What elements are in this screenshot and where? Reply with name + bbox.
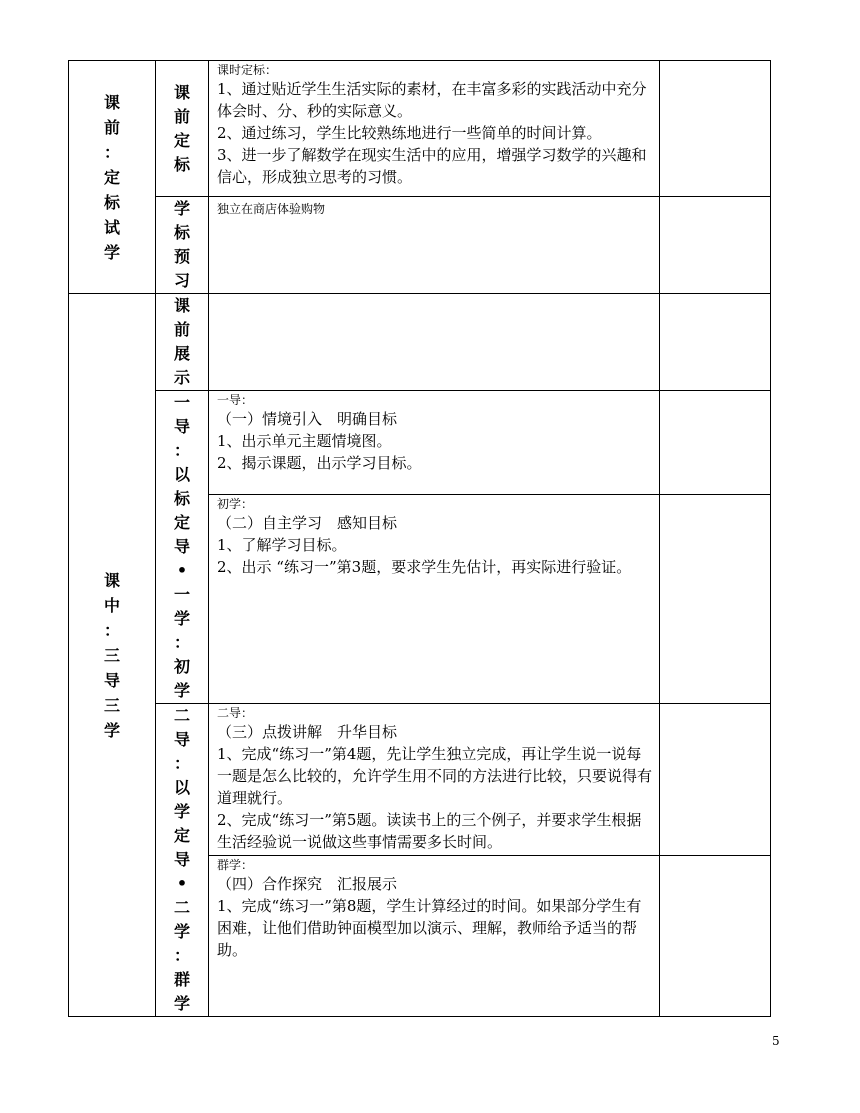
cell-heading: 一导： [217,393,254,407]
content-cell-first-study [209,494,660,703]
cell-heading: 独立在商店体验购物 [217,202,326,216]
list-item: 1、出示单元主题情境图。 [217,432,392,450]
list-item: 2、通过练习，学生比较熟练地进行一些简单的时间计算。 [217,124,602,142]
content-cell-second-guide [209,704,660,856]
notes-cell [660,704,771,856]
list-item: （四）合作探究 汇报展示 [217,874,398,893]
list-item: （三）点拨讲解 升华目标 [217,723,398,741]
table-row [69,704,771,856]
list-item: 2、揭示课题，出示学习目标。 [217,454,422,472]
content-cell-goals [209,61,660,197]
table-row [69,197,771,294]
cell-heading: 群学： [217,857,254,872]
notes-cell [660,494,771,703]
content-cell-preview [209,197,660,294]
notes-cell [660,294,771,391]
cell-heading: 课时定标： [217,63,278,77]
list-item: （二）自主学习 感知目标 [217,513,398,532]
row-label-goals: 课 前 定 标 [156,61,209,197]
table-row [69,61,771,197]
row-label-display: 课 前 展 示 [156,294,209,391]
table-row [69,391,771,495]
row-label-first-guide: 一 导 ： 以 标 定 导 • 一 学 ： 初 学 [156,391,209,704]
page-number: 5 [772,1034,780,1048]
list-item: 3、进一步了解数学在现实生活中的应用，增强学习数学的兴趣和信心，形成独立思考的习惯。 [217,146,647,186]
content-cell-display [209,294,660,391]
section-label-pre-class: 课 前 ： 定 标 试 学 [69,61,156,294]
list-item: （一）情境引入 明确目标 [217,410,398,428]
notes-cell [660,197,771,294]
notes-cell [660,391,771,495]
section-label-in-class: 课 中 ： 三 导 三 学 [69,294,156,1017]
notes-cell [660,61,771,197]
list-item: 1、了解学习目标。 [217,535,347,554]
lesson-plan-table [68,60,771,1017]
row-label-second-guide: 二 导 ： 以 学 定 导 • 二 学 ： 群 学 [156,704,209,1017]
table-row [69,294,771,391]
list-item: 2、完成“练习一”第5题。读读书上的三个例子，并要求学生根据生活经验说一说做这些事情需要多长时间。 [217,811,642,851]
list-item: 1、完成“练习一”第8题，学生计算经过的时间。如果部分学生有困难，让他们借助钟面模型加以演示、理解，教师给予适当的帮助。 [217,896,642,959]
content-cell-group-study [209,855,660,1016]
cell-heading: 二导： [217,706,254,720]
cell-heading: 初学： [217,496,254,511]
list-item: 1、完成“练习一”第4题，先让学生独立完成，再让学生说一说每一题是怎么比较的，允许学生用不同的方法进行比较，只要说得有道理就行。 [217,745,653,807]
row-label-preview: 学 标 预 习 [156,197,209,294]
list-item: 2、出示 “练习一”第3题，要求学生先估计，再实际进行验证。 [217,557,632,576]
notes-cell [660,855,771,1016]
list-item: 1、通过贴近学生生活实际的素材，在丰富多彩的实践活动中充分体会时、分、秒的实际意义。 [217,80,647,120]
content-cell-first-guide [209,391,660,495]
